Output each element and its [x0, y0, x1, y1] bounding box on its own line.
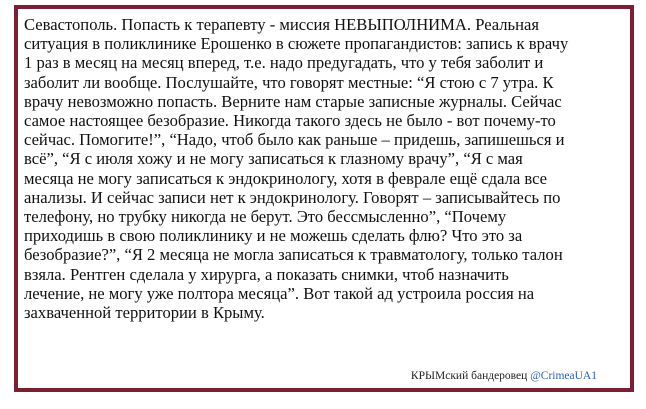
signature-handle[interactable]: @CrimeaUA1: [530, 370, 597, 382]
text-line: сейчас. Помогите!”, “Надо, чтоб было как раньше – придешь, запишешься и: [24, 130, 565, 150]
document-frame: [14, 5, 634, 392]
text-line: приходишь в свою поликлинику и не можешь сделать флю? Что это за: [24, 226, 523, 246]
text-line: врачу невозможно попасть. Верните нам старые записные журналы. Сейчас: [24, 91, 562, 111]
article-text: [24, 15, 628, 322]
text-line: лечение, не могу уже полтора месяца”. Вот такой ад устроила россия на: [24, 283, 535, 303]
signature-author: КРЫМский бандеровец: [410, 370, 531, 382]
text-line: всё”, “Я с июля хожу и не могу записаться к глазному врачу”, “Я с мая: [24, 149, 523, 169]
signature: [411, 370, 597, 382]
text-line: телефону, но трубку никогда не берут. Это бессмысленно”, “Почему: [24, 207, 507, 227]
text-line: самое настоящее безобразие. Никогда такого здесь не было - вот почему-то: [24, 111, 556, 131]
text-line: 1 раз в месяц на месяц вперед, т.е. надо предугадать, что у тебя заболит и: [24, 53, 544, 73]
text-line: ситуация в поликлинике Ерошенко в сюжете пропагандистов: запись к врачу: [24, 34, 569, 54]
text-line: захваченной территории в Крыму.: [24, 303, 265, 323]
text-line: месяца не могу записаться к эндокринологу, хотя в феврале ещё сдала все: [24, 168, 548, 188]
text-line: анализы. И сейчас записи нет к эндокринологу. Говорят – записывайтесь по: [24, 187, 561, 207]
text-line: заболит ли вообще. Послушайте, что говорят местные: “Я стою с 7 утра. К: [24, 72, 554, 92]
text-line: взяла. Рентген сделала у хирурга, а показать снимки, чтоб назначить: [24, 264, 509, 284]
text-line: безобразие?”, “Я 2 месяца не могла записаться к травматологу, только талон: [24, 245, 563, 265]
text-line: Севастополь. Попасть к терапевту - миссия НЕВЫПОЛНИМА. Реальная: [24, 15, 540, 34]
